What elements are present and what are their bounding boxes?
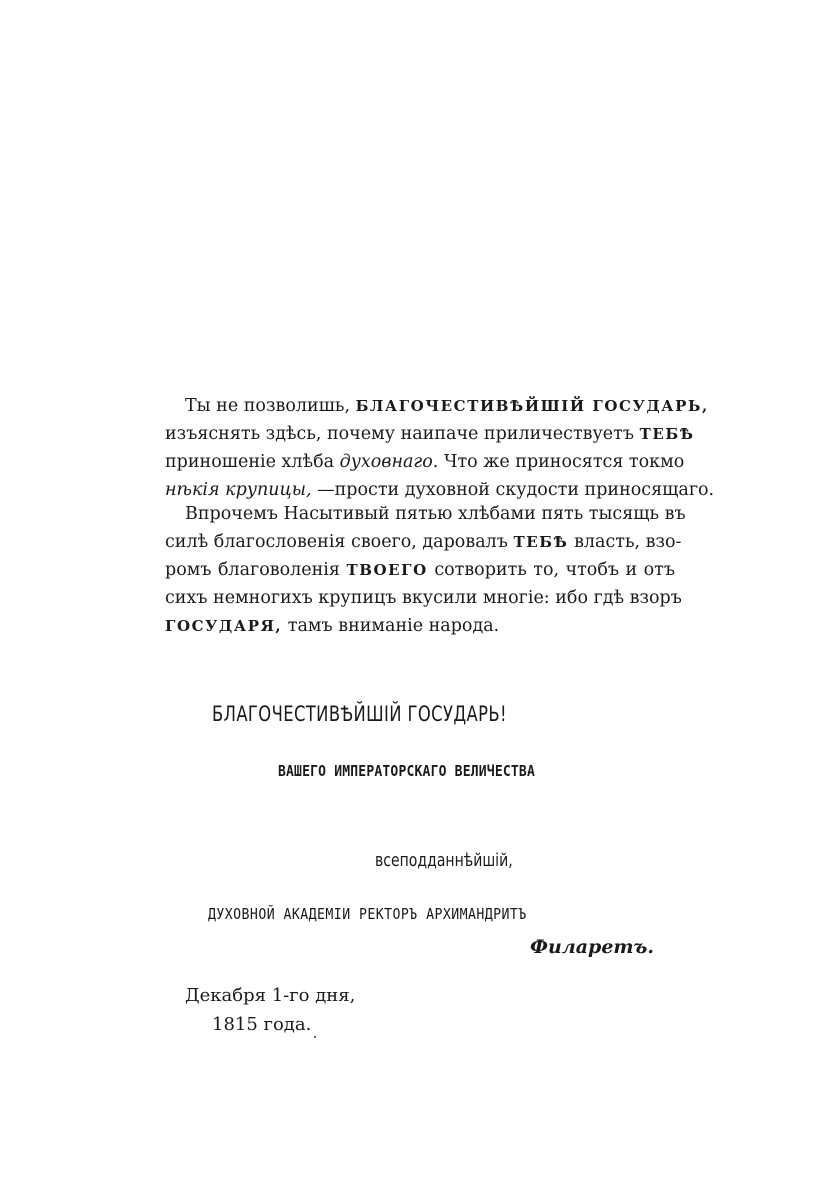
text-run: ромъ благоволенія: [165, 560, 340, 580]
emphasis-title: ТЕБѢ: [639, 425, 695, 443]
text-run: Что же приносятся токмо: [443, 452, 685, 472]
ink-speck: [314, 1036, 316, 1038]
text-run: сихъ немногихъ крупицъ вкусили многіе: ибо гдѣ взоръ: [165, 588, 682, 608]
italic-text: нѣкія крупицы,: [165, 480, 312, 500]
text-run: тамъ вниманіе народа.: [287, 616, 500, 636]
subject-line: всеподданнѣйшій,: [375, 850, 513, 871]
emphasis-title: ГОСУДАРЯ,: [165, 617, 283, 635]
emphasis-title: ТЕБѢ: [513, 533, 569, 551]
text-run: власть, взо-: [574, 532, 682, 552]
text-line: [165, 420, 695, 448]
date-line-1: Декабря 1-го дня,: [185, 985, 356, 1006]
text-run: силѣ благословенія своего, даровалъ: [165, 532, 508, 552]
text-run: Ты не позволишь,: [185, 396, 351, 416]
emphasis-title: ТВОЕГО: [346, 561, 428, 579]
dedication-paragraph-2: [165, 500, 686, 640]
author-position: ДУХОВНОЙ АКАДЕМІИ РЕКТОРЪ АРХИМАНДРИТЪ: [208, 905, 527, 923]
text-line: [165, 612, 675, 640]
text-run: изъяснять здѣсь, почему наипаче приличествуетъ: [165, 424, 634, 444]
text-run: Впрочемъ Насытивый пятью хлѣбами пять тысящь въ: [185, 504, 686, 524]
text-run: сотворить то, чтобъ и отъ: [434, 560, 675, 580]
majesty-line: ВАШЕГО ИМПЕРАТОРСКАГО ВЕЛИЧЕСТВА: [278, 762, 535, 780]
text-line: [165, 528, 682, 556]
text-line: [165, 392, 709, 420]
text-line: [165, 448, 685, 476]
text-line: [165, 500, 686, 528]
signature: Филаретъ.: [530, 936, 654, 958]
dedication-paragraph-1: [165, 392, 715, 504]
emphasis-title: БЛАГОЧЕСТИВѢЙШІЙ ГОСУДАРЬ,: [355, 397, 709, 415]
date-line-2: 1815 года.: [212, 1014, 312, 1035]
text-run: приношеніе хлѣба: [165, 452, 335, 472]
text-line: [165, 556, 675, 584]
italic-text: духовнаго.: [339, 452, 439, 472]
text-run: —прости духовной скудости приносящаго.: [317, 480, 715, 500]
salutation: БЛАГОЧЕСТИВѢЙШІЙ ГОСУДАРЬ!: [212, 702, 507, 726]
text-line: [165, 584, 682, 612]
